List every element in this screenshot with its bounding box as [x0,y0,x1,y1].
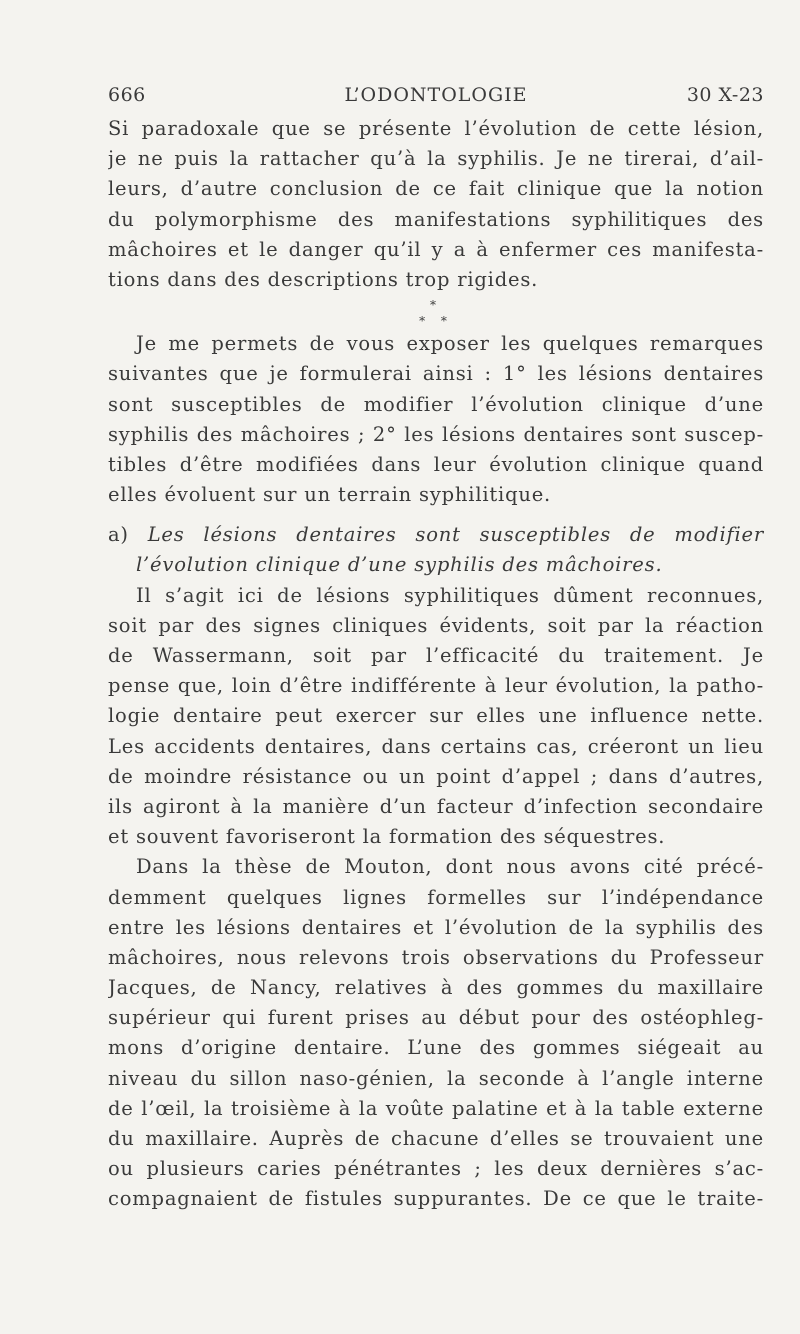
text-line: ou plusieurs caries pénétrantes ; les deux dernières s’ac- [108,1157,764,1181]
paragraph-3 [108,581,764,853]
text-line: Si paradoxale que se présente l’évolution de cette lésion, [108,117,764,140]
text-line: logie dentaire peut exercer sur elles une influence nette. [108,704,764,728]
text-line: pense que, loin d’être indifférente à leur évolution, la patho- [108,674,764,698]
text-line: de Wassermann, soit par l’efficacité du traitement. Je [108,644,764,667]
text-line: Les accidents dentaires, dans certains cas, créeront un lieu [108,734,764,758]
text-line: tions dans des descriptions trop rigides. [108,267,539,291]
text-line: je ne puis la rattacher qu’à la syphilis. Je ne tirerai, d’ail- [108,147,764,171]
document-page [108,84,764,1215]
running-header [108,84,764,114]
section-separator [108,299,764,327]
paragraph-1 [108,114,764,295]
text-line: supérieur qui furent prises au début pour des ostéophleg- [108,1006,764,1030]
header-date: 30 X-23 [686,84,764,106]
text-line: mâchoires, nous relevons trois observations du Professeur [108,945,764,969]
section-heading [108,520,764,580]
text-line: syphilis des mâchoires ; 2° les lésions dentaires sont suscep- [108,422,764,446]
text-line: mons d’origine dentaire. L’une des gommes siégeait au [108,1036,764,1060]
text-line: Il s’agit ici de lésions syphilitiques dûment reconnues, [136,583,764,607]
text-line: mâchoires et le danger qu’il y a à enfermer ces manifesta- [108,237,764,261]
text-line: et souvent favoriseront la formation des séquestres. [108,825,666,849]
text-line: Dans la thèse de Mouton, dont nous avons cité précé- [136,855,764,879]
text-line: Jacques, de Nancy, relatives à des gommes du maxillaire [108,976,764,1000]
section-heading-line-1 [108,520,764,550]
body-text [108,114,764,1215]
section-marker: a) [108,523,129,547]
journal-title: L’ODONTOLOGIE [344,84,528,106]
text-line: tibles d’être modifiées dans leur évolution clinique quand [108,452,764,476]
text-line: de moindre résistance ou un point d’appel ; dans d’autres, [108,764,764,788]
page-number: 666 [108,84,146,106]
text-line: de l’œil, la troisième à la voûte palatine et à la table externe [108,1096,764,1120]
separator-star-top: * [430,298,442,313]
paragraph-2 [108,329,764,510]
text-line: demment quelques lignes formelles sur l’indépendance [108,885,764,909]
separator-stars-bottom: * * [419,314,453,329]
text-line: du maxillaire. Auprès de chacune d’elles se trouvaient une [108,1127,764,1150]
paragraph-4 [108,852,764,1214]
text-line: leurs, d’autre conclusion de ce fait clinique que la notion [108,177,764,201]
section-heading-line-2: l’évolution clinique d’une syphilis des mâchoires. [136,553,663,577]
text-line: suivantes que je formulerai ainsi : 1° les lésions dentaires [108,362,764,386]
text-line: ils agiront à la manière d’un facteur d’infection secondaire [108,794,764,818]
text-line: sont susceptibles de modifier l’évolution clinique d’une [108,392,764,416]
text-line: entre les lésions dentaires et l’évolution de la syphilis des [108,915,764,939]
text-line: soit par des signes cliniques évidents, soit par la réaction [108,613,764,637]
text-line: compagnaient de fistules suppurantes. De ce que le traite- [108,1187,764,1211]
text-line: niveau du sillon naso-génien, la seconde à l’angle interne [108,1066,764,1090]
text-line: elles évoluent sur un terrain syphilitique. [108,483,552,507]
section-heading-text-1: Les lésions dentaires sont susceptibles de modifier [147,523,764,547]
text-line: du polymorphisme des manifestations syphilitiques des [108,207,764,231]
text-line: Je me permets de vous exposer les quelques remarques [136,332,764,356]
